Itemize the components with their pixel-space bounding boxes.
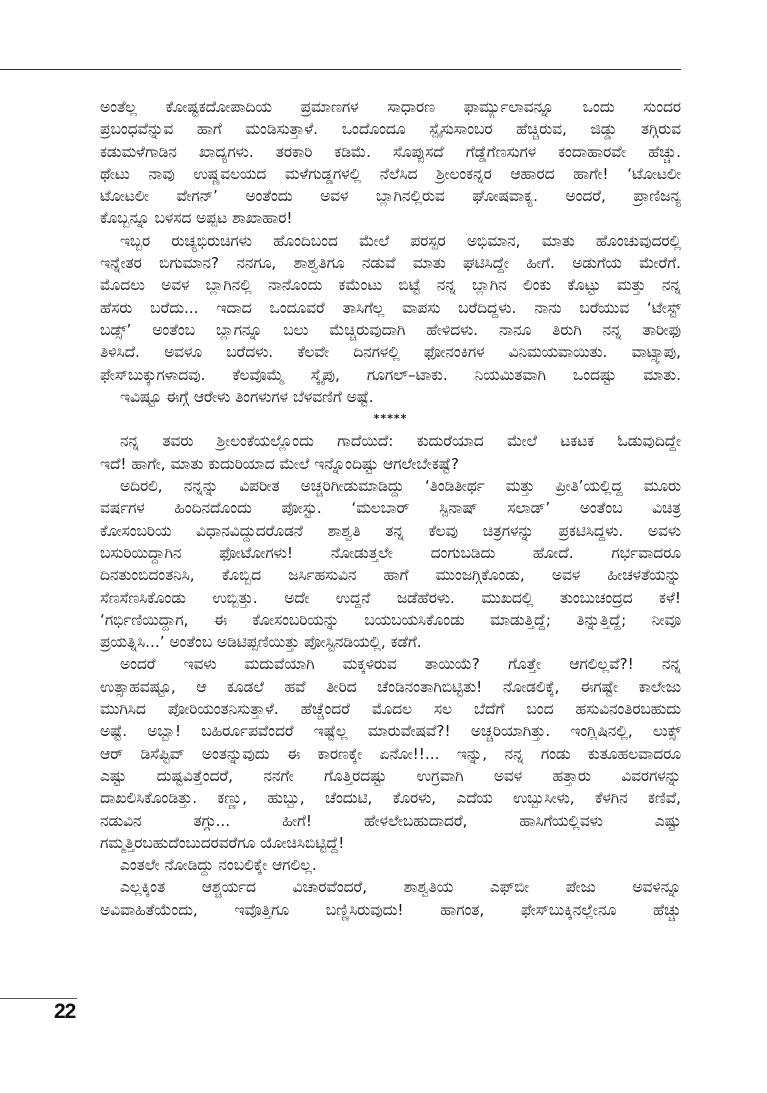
text-line: ಎಂತಲೇ ನೋಡಿದ್ದು ನಂಬಲಿಕ್ಕೇ ಆಗಲಿಲ್ಲ. — [120, 856, 317, 875]
text-line: ಕಡುಮಳೆಗಾಡಿನ ಖಾದ್ಯಗಳು. ತರಕಾರಿ ಕಡಿಮೆ. ಸೊಪ್ಪುಸದೆ ಗೆಡ್ಡೆಗೆಣಸುಗಳ ಕಂದಾಹಾರವೇ ಹೆಚ್ಚು. — [100, 142, 681, 161]
header-rule — [0, 69, 681, 70]
text-line: ದಿನತುಂಬಿದಂತನಿಸಿ, ಕೊಬ್ಬಿದ ಜರ್ಸಿಹಸುವಿನ ಹಾಗೆ ಮುಂಜಗ್ಗಿಕೊಂಡು, ಅವಳ ಹೀಚಳತೆಯನ್ನು — [100, 566, 681, 585]
text-line: ‘ಗರ್ಭಿಣಿಯಿದ್ದಾಗ, ಈ ಕೋಸಂಬರಿಯನ್ನು ಬಯಬಯಸಿಕೊಂಡು ಮಾಡುತ್ತಿದ್ದೆ; ತಿನ್ನುತ್ತಿದ್ದೆ; ನೀವೂ — [100, 610, 681, 629]
text-line: ಅಷ್ಟೆ. ಅಬ್ಬಾ! ಬಹಿರ್ರೂಪವೆಂದರೆ ಇಷ್ಟೆಲ್ಲ ಮಾರುವೇಷವೆ?! ಅಚ್ಚರಿಯಾಗಿತ್ತು. ಇಂಗ್ಲಿಷಿನಲ್ಲಿ, ಲುಕ್ಸ್ — [100, 722, 681, 741]
text-line: ಥೇಟು ನಾವು ಉಷ್ಣವಲಯದ ಮಳೆಗುಡ್ಡಗಳಲ್ಲಿ ನೆಲೆಸಿದ ಶ್ರೀಲಂಕನ್ನರ ಆಹಾರದ ಹಾಗೇ! ‘ಟೋಟಲೀ — [100, 164, 681, 183]
text-line: ಅಂದರೆ ಇವಳು ಮದುವೆಯಾಗಿ ಮಕ್ಕಳಿರುವ ತಾಯಿಯೆ? ಗೊತ್ತೇ ಆಗಲಿಲ್ಲವೆ?! ನನ್ನ — [120, 655, 681, 674]
text-line: ದಾಖಲಿಸಿಕೊಂಡಿತ್ತು. ಕಣ್ಣು, ಹುಬ್ಬು, ಚೆಂದುಟಿ, ಕೊರಳು, ಎದೆಯ ಉಬ್ಬುಸೀಳು, ಕೆಳಗಿನ ಕಣಿವೆ, — [100, 789, 681, 808]
text-line: ಉತ್ಸಾಹವಷ್ಟೂ, ಆ ಕೂಡಲೆ ಹವೆ ತೀರಿದ ಚೆಂಡಿನಂತಾಗಿಬಿಟ್ಟಿತು! ನೋಡಲಿಕ್ಕೆ, ಈಗಷ್ಟೇ ಕಾಲೇಜು — [100, 677, 681, 696]
text-line: ಫೇಸ್‌ಬುಕ್ಕುಗಳಾದವು. ಕೆಲವೊಮ್ಮೆ ಸ್ಕೈಪು, ಗೂಗಲ್–ಟಾಕು. ನಿಯಮಿತವಾಗಿ ಒಂದಷ್ಟು ಮಾತು. — [100, 365, 681, 384]
text-line: ಸೆಣಸೆಣಸಿಕೊಂಡು ಉಬ್ಬಿತ್ತು. ಅದೇ ಉದ್ದನೆ ಜಡೆಹೆರಳು. ಮುಖದಲ್ಲಿ ತುಂಬುಚಂದ್ರದ ಕಳೆ! — [100, 588, 681, 607]
text-line: ಹೆಸರು ಬರೆದು... ಇದಾದ ಒಂದೂವರೆ ತಾಸಿಗೆಲ್ಲ ವಾಪಸು ಬರೆದಿದ್ದಳು. ನಾನು ಬರೆಯುವ ‘ಟೇಸ್ಟ್ — [100, 298, 681, 317]
section-separator: ***** — [373, 412, 408, 426]
text-line: ನನ್ನ ತವರು ಶ್ರೀಲಂಕೆಯಲ್ಲೊಂದು ಗಾದೆಯಿದೆ: ಕುದುರೆಯಾದ ಮೇಲೆ ಟಕಟಕ ಓಡುವುದಿದ್ದೇ — [120, 432, 681, 451]
text-line: ಅಂತೆಲ್ಲ ಕೋಷ್ಟಕದೋಪಾದಿಯ ಪ್ರಮಾಣಗಳ ಸಾಧಾರಣ ಫಾರ್ಮ್ಯುಲಾವನ್ನೂ ಒಂದು ಸುಂದರ — [100, 98, 681, 116]
text-line: ಅವಿವಾಹಿತೆಯೆಂದು, ಇವೊತ್ತಿಗೂ ಬಣ್ಣಿಸಿರುವುದು! ಹಾಗಂತ, ಫೇಸ್‌ಬುಕ್ಕಿನಲ್ಲೇನೂ ಹೆಚ್ಚು — [100, 900, 681, 919]
text-line: ಬಸುರಿಯಿದ್ದಾಗಿನ ಫೋಟೋಗಳು! ನೋಡುತ್ತಲೇ ದಂಗುಬಡಿದು ಹೋದೆ. ಗರ್ಭವಾದರೂ — [100, 543, 681, 562]
footer-rule — [0, 998, 77, 999]
text-line: ಟೋಟಲೀ ವೇಗನ್’ ಅಂತೆಂದು ಅವಳ ಬ್ಲಾಗಿನಲ್ಲಿರುವ ಘೋಷವಾಕ್ಯ. ಅಂದರೆ, ಪ್ರಾಣಿಜನ್ಯ — [100, 187, 681, 206]
text-line: ಎಷ್ಟು ದುಷ್ಟವಿತ್ತೆಂದರೆ, ನನಗೇ ಗೊತ್ತಿರದಷ್ಟು ಉಗ್ರವಾಗಿ ಅವಳ ಹತ್ತಾರು ವಿವರಗಳನ್ನು — [100, 766, 681, 785]
text-line: ಮೊದಲು ಅವಳ ಬ್ಲಾಗಿನಲ್ಲಿ ನಾನೊಂದು ಕಮೆಂಟು ಬಿಟ್ಟೆ ನನ್ನ ಬ್ಲಾಗಿನ ಲಿಂಕು ಕೊಟ್ಟು ಮತ್ತು ನನ್ನ — [100, 276, 681, 295]
text-line: ಕೊಬ್ಬನ್ನೂ ಬಳಸದ ಅಪ್ಪಟ ಶಾಖಾಹಾರ! — [100, 209, 293, 228]
text-line: ಪ್ರಯತ್ನಿಸಿ...’ ಅಂತೆಂಬ ಅಡಿಟಿಪ್ಪಣಿಯಿತ್ತು ಪೋಸ್ಟಿನಡಿಯಲ್ಲಿ, ಕಡೆಗೆ. — [100, 633, 422, 652]
text-line: ಇದೆ! ಹಾಗೇ, ಮಾತು ಕುದುರಿಯಾದ ಮೇಲೆ ಇನ್ನೊಂದಿಷ್ಟು ಆಗಲೇಬೇಕಷ್ಟೆ? — [100, 454, 459, 473]
text-line: ಮುಗಿಸಿದ ಪೋರಿಯಂತನಿಸುತ್ತಾಳೆ. ಹೆಚ್ಚೆಂದರೆ ಮೊದಲ ಸಲ ಬೆದೆಗೆ ಬಂದ ಹಸುವಿನಂತಿರಬಹುದು — [100, 700, 681, 719]
text-line: ತಿಳಿಸಿದೆ. ಅವಳೂ ಬರೆದಳು. ಕೆಲವೇ ದಿನಗಳಲ್ಲಿ ಫೋನಂಕಿಗಳ ವಿನಿಮಯವಾಯಿತು. ವಾಟ್ಸ್ಯಾಪು, — [100, 343, 681, 362]
text-line: ಕೋಸಂಬರಿಯ ವಿಧಾನವಿದ್ದುದರೊಡನೆ ಶಾಶ್ವತಿ ತನ್ನ ಕೆಲವು ಚಿತ್ರಗಳನ್ನು ಪ್ರಕಟಿಸಿದ್ದಳು. ಅವಳು — [100, 521, 681, 540]
text-line: ನಡುವಿನ ತಗ್ಗು... ಹೀಗೆ! ಹೇಳಲೇಬಹುದಾದರೆ, ಹಾಸಿಗೆಯಲ್ಲಿವಳು ಎಷ್ಟು — [100, 811, 681, 830]
text-line: ಇಬ್ಬರ ರುಚ್ಯಭಿರುಚಿಗಳು ಹೊಂದಿಬಂದ ಮೇಲೆ ಪರಸ್ಪರ ಅಭಿಮಾನ, ಮಾತು ಹೊಂಚುವುದರಲ್ಲಿ — [120, 231, 681, 250]
text-line: ಬಡ್ಸ್’ ಅಂತೆಂಬ ಬ್ಲಾಗನ್ನೂ ಬಲು ಮೆಚ್ಚಿರುವುದಾಗಿ ಹೇಳಿದಳು. ನಾನೂ ತಿರುಗಿ ನನ್ನ ತಾರೀಫು — [100, 320, 681, 339]
text-line: ಪ್ರಬಂಧವೆನ್ನುವ ಹಾಗೆ ಮಂಡಿಸುತ್ತಾಳೆ. ಒಂದೊಂದೂ ಸ್ಪೈಸುಸಾಂಬರ ಹೆಚ್ಚಿರುವ, ಜಿಡ್ಡು ತಗ್ಗಿರುವ — [100, 120, 681, 139]
text-line: ವರ್ಷಗಳ ಹಿಂದಿನದೊಂದು ಪೋಸ್ಟು. ‘ಮಲಬಾರ್ ಸ್ಪಿನಾಷ್ ಸಲಾಡ್’ ಅಂತೆಂಬ ವಿಚಿತ್ರ — [100, 499, 681, 518]
text-line: ಅದಿರಲಿ, ನನ್ನನ್ನು ವಿಪರೀತ ಅಚ್ಚರಿಗೀಡುಮಾಡಿದ್ದು ‘ತಿಂಡಿತೀರ್ಥ ಮತ್ತು ಪ್ರೀತಿ’ಯಲ್ಲಿದ್ದ ಮೂರು — [120, 477, 681, 496]
body-text — [100, 96, 681, 921]
text-line: ಇನ್ನೇತರ ಬಿಗುಮಾನ? ನನಗೂ, ಶಾಶ್ವತಿಗೂ ನಡುವೆ ಮಾತು ಘಟಿಸಿದ್ದೇ ಹೀಗೆ. ಅಡುಗೆಯ ಮೇರೆಗೆ. — [100, 254, 681, 273]
text-line: ಗಮ್ಮತ್ತಿರಬಹುದೆಂಬುದರವರೆಗೂ ಯೋಚಿಸಿಬಿಟ್ಟಿದ್ದೆ! — [100, 833, 345, 852]
text-line: ಆರ್ ಡಿಸೆಪ್ಟಿವ್ ಅಂತನ್ನುವುದು ಈ ಕಾರಣಕ್ಕೇ ಏನೋ!!... ಇನ್ನು, ನನ್ನ ಗಂಡು ಕುತೂಹಲವಾದರೂ — [100, 744, 681, 763]
text-line: ಇವಿಷ್ಟೂ ಈಗ್ಗೆ ಆರೇಳು ತಿಂಗಳುಗಳ ಬೆಳವಣಿಗೆ ಅಷ್ಟೆ. — [120, 387, 374, 406]
text-line: ಎಲ್ಲಕ್ಕಿಂತ ಆಶ್ಚರ್ಯದ ವಿಚಾರವೆಂದರೆ, ಶಾಶ್ವತಿಯ ಎಫ್‌ಬೀ ಪೇಜು ಅವಳಿನ್ನೂ — [120, 878, 681, 897]
page-number: 22 — [54, 1000, 76, 1023]
